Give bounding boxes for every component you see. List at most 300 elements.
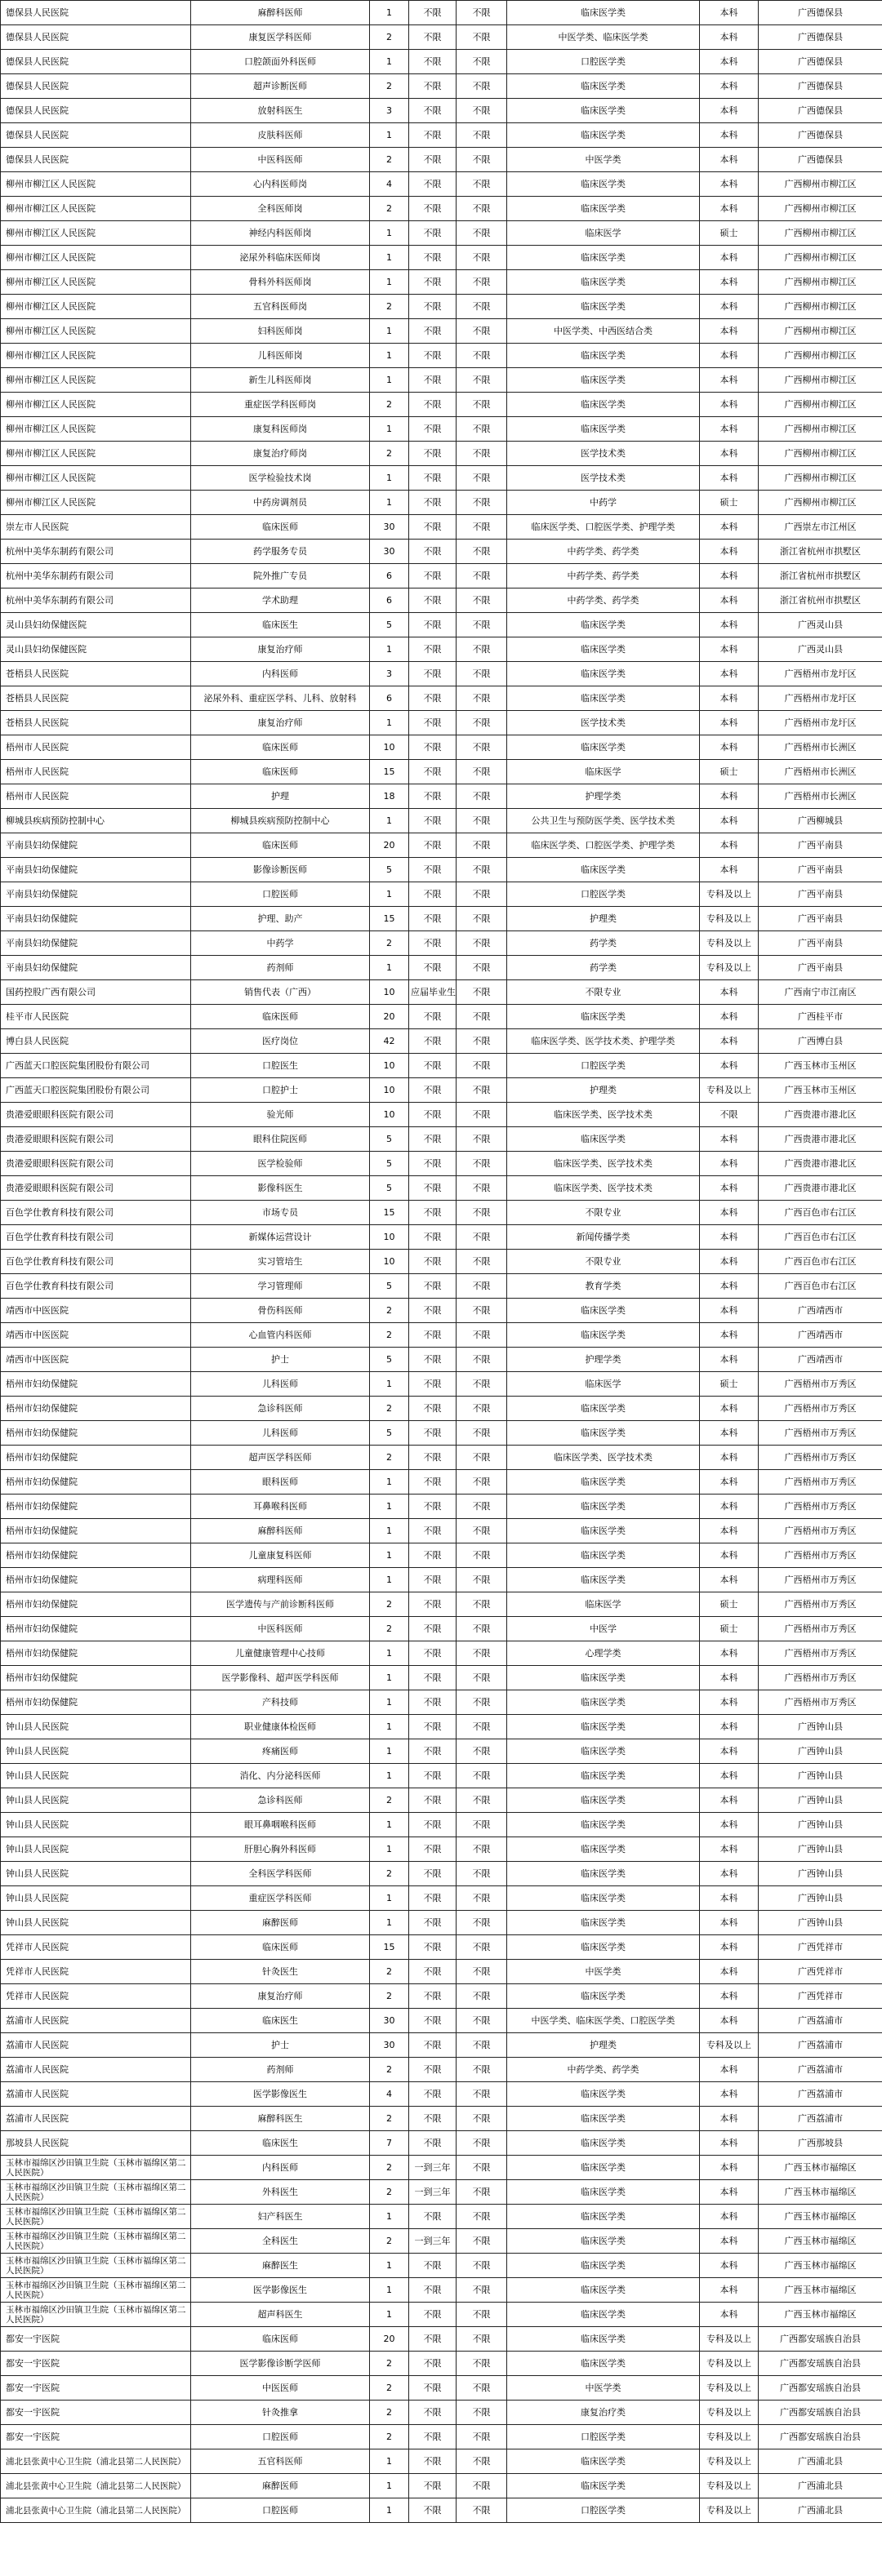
major-cell: 临床医学类 (507, 344, 700, 368)
employer-cell: 荔浦市人民医院 (1, 2009, 191, 2033)
education-cell: 本科 (700, 1176, 759, 1201)
table-row (1, 515, 882, 540)
table-row (1, 956, 882, 980)
employer-cell: 贵港爱眼眼科医院有限公司 (1, 1127, 191, 1152)
position-cell: 皮肤科医师 (191, 123, 370, 148)
table-row (1, 2401, 882, 2425)
education-cell: 专科及以上 (700, 956, 759, 980)
major-cell: 临床医学类 (507, 1, 700, 25)
education-cell: 本科 (700, 1127, 759, 1152)
employer-cell: 梧州市妇幼保健院 (1, 1666, 191, 1690)
headcount-cell: 1 (370, 1690, 409, 1715)
position-cell: 新媒体运营设计 (191, 1225, 370, 1250)
table-row (1, 1837, 882, 1862)
experience-cell: 不限 (409, 711, 457, 735)
age-cell: 不限 (457, 1250, 507, 1274)
headcount-cell: 5 (370, 1127, 409, 1152)
location-cell: 广西柳州市柳江区 (759, 197, 882, 221)
location-cell: 广西崇左市江州区 (759, 515, 882, 540)
position-cell: 五官科医师岗 (191, 295, 370, 319)
education-cell: 本科 (700, 1666, 759, 1690)
position-cell: 中药房调剂员 (191, 491, 370, 515)
headcount-cell: 2 (370, 295, 409, 319)
education-cell: 专科及以上 (700, 931, 759, 956)
position-cell: 口腔护士 (191, 1078, 370, 1103)
location-cell: 广西贵港市港北区 (759, 1103, 882, 1127)
experience-cell: 不限 (409, 393, 457, 417)
age-cell: 不限 (457, 1739, 507, 1764)
headcount-cell: 2 (370, 2156, 409, 2180)
experience-cell: 不限 (409, 1568, 457, 1592)
major-cell: 医学技术类 (507, 466, 700, 491)
major-cell: 中药学类、药学类 (507, 2058, 700, 2082)
experience-cell: 不限 (409, 99, 457, 123)
location-cell: 广西柳城县 (759, 809, 882, 833)
major-cell: 临床医学类 (507, 1397, 700, 1421)
age-cell: 不限 (457, 2449, 507, 2474)
employer-cell: 柳州市柳江区人民医院 (1, 344, 191, 368)
employer-cell: 梧州市妇幼保健院 (1, 1470, 191, 1495)
position-cell: 骨科外科医师岗 (191, 270, 370, 295)
location-cell: 广西贵港市港北区 (759, 1152, 882, 1176)
experience-cell: 不限 (409, 2278, 457, 2303)
position-cell: 超声科医生 (191, 2303, 370, 2327)
headcount-cell: 10 (370, 1225, 409, 1250)
location-cell: 广西灵山县 (759, 637, 882, 662)
education-cell: 本科 (700, 1641, 759, 1666)
position-cell: 针灸推拿 (191, 2401, 370, 2425)
major-cell: 临床医学类 (507, 393, 700, 417)
experience-cell: 不限 (409, 2303, 457, 2327)
table-row (1, 148, 882, 172)
experience-cell: 不限 (409, 295, 457, 319)
position-cell: 全科医师岗 (191, 197, 370, 221)
experience-cell: 不限 (409, 564, 457, 588)
employer-cell: 钟山县人民医院 (1, 1764, 191, 1788)
major-cell: 临床医学类 (507, 1886, 700, 1911)
table-row (1, 613, 882, 637)
location-cell: 广西南宁市江南区 (759, 980, 882, 1005)
location-cell: 广西柳州市柳江区 (759, 270, 882, 295)
position-cell: 泌尿外科、重症医学科、儿科、放射科 (191, 686, 370, 711)
position-cell: 临床医师 (191, 735, 370, 760)
employer-cell: 平南县妇幼保健院 (1, 907, 191, 931)
employer-cell: 德保县人民医院 (1, 99, 191, 123)
headcount-cell: 2 (370, 1592, 409, 1617)
location-cell: 广西桂平市 (759, 1005, 882, 1029)
headcount-cell: 30 (370, 2009, 409, 2033)
location-cell: 广西柳州市柳江区 (759, 393, 882, 417)
location-cell: 浙江省杭州市拱墅区 (759, 540, 882, 564)
position-cell: 产科技师 (191, 1690, 370, 1715)
table-row (1, 1739, 882, 1764)
education-cell: 本科 (700, 540, 759, 564)
table-row (1, 637, 882, 662)
major-cell: 临床医学类 (507, 1813, 700, 1837)
location-cell: 广西梧州市万秀区 (759, 1666, 882, 1690)
position-cell: 护理 (191, 784, 370, 809)
education-cell: 本科 (700, 1837, 759, 1862)
position-cell: 职业健康体检医师 (191, 1715, 370, 1739)
experience-cell: 不限 (409, 956, 457, 980)
headcount-cell: 15 (370, 760, 409, 784)
major-cell: 临床医学 (507, 1372, 700, 1397)
major-cell: 临床医学类 (507, 2278, 700, 2303)
experience-cell: 不限 (409, 1274, 457, 1299)
age-cell: 不限 (457, 2058, 507, 2082)
age-cell: 不限 (457, 1127, 507, 1152)
age-cell: 不限 (457, 1299, 507, 1323)
employer-cell: 柳州市柳江区人民医院 (1, 368, 191, 393)
age-cell: 不限 (457, 2401, 507, 2425)
employer-cell: 浦北县张黄中心卫生院（浦北县第二人民医院） (1, 2474, 191, 2498)
major-cell: 康复治疗类 (507, 2401, 700, 2425)
employer-cell: 都安一宇医院 (1, 2352, 191, 2376)
table-row (1, 393, 882, 417)
experience-cell: 不限 (409, 50, 457, 74)
position-cell: 超声诊断医师 (191, 74, 370, 99)
age-cell: 不限 (457, 2009, 507, 2033)
education-cell: 本科 (700, 1543, 759, 1568)
position-cell: 超声医学科医师 (191, 1446, 370, 1470)
education-cell: 本科 (700, 2229, 759, 2254)
table-row (1, 2327, 882, 2352)
position-cell: 儿科医师 (191, 1372, 370, 1397)
employer-cell: 梧州市妇幼保健院 (1, 1690, 191, 1715)
major-cell: 临床医学类 (507, 1984, 700, 2009)
major-cell: 不限专业 (507, 1250, 700, 1274)
table-row (1, 319, 882, 344)
education-cell: 本科 (700, 1739, 759, 1764)
education-cell: 本科 (700, 1225, 759, 1250)
location-cell: 广西玉林市福绵区 (759, 2229, 882, 2254)
education-cell: 本科 (700, 1495, 759, 1519)
headcount-cell: 3 (370, 662, 409, 686)
location-cell: 广西梧州市万秀区 (759, 1519, 882, 1543)
table-row (1, 25, 882, 50)
position-cell: 外科医生 (191, 2180, 370, 2205)
position-cell: 肝胆心胸外科医师 (191, 1837, 370, 1862)
location-cell: 广西梧州市万秀区 (759, 1495, 882, 1519)
headcount-cell: 2 (370, 148, 409, 172)
employer-cell: 柳州市柳江区人民医院 (1, 417, 191, 442)
age-cell: 不限 (457, 711, 507, 735)
age-cell: 不限 (457, 1054, 507, 1078)
employer-cell: 都安一宇医院 (1, 2401, 191, 2425)
headcount-cell: 1 (370, 368, 409, 393)
age-cell: 不限 (457, 1935, 507, 1960)
headcount-cell: 5 (370, 1152, 409, 1176)
age-cell: 不限 (457, 882, 507, 907)
employer-cell: 钟山县人民医院 (1, 1886, 191, 1911)
employer-cell: 灵山县妇幼保健医院 (1, 613, 191, 637)
employer-cell: 钟山县人民医院 (1, 1837, 191, 1862)
experience-cell: 不限 (409, 1911, 457, 1935)
employer-cell: 平南县妇幼保健院 (1, 858, 191, 882)
education-cell: 本科 (700, 1323, 759, 1348)
headcount-cell: 1 (370, 637, 409, 662)
table-row (1, 662, 882, 686)
experience-cell: 不限 (409, 2107, 457, 2131)
employer-cell: 平南县妇幼保健院 (1, 956, 191, 980)
headcount-cell: 2 (370, 1397, 409, 1421)
employer-cell: 荔浦市人民医院 (1, 2107, 191, 2131)
experience-cell: 不限 (409, 1495, 457, 1519)
major-cell: 临床医学 (507, 221, 700, 246)
experience-cell: 不限 (409, 25, 457, 50)
education-cell: 本科 (700, 2082, 759, 2107)
location-cell: 广西玉林市福绵区 (759, 2303, 882, 2327)
employer-cell: 苍梧县人民医院 (1, 686, 191, 711)
employer-cell: 柳州市柳江区人民医院 (1, 221, 191, 246)
age-cell: 不限 (457, 2156, 507, 2180)
major-cell: 临床医学类 (507, 2254, 700, 2278)
position-cell: 骨伤科医师 (191, 1299, 370, 1323)
education-cell: 本科 (700, 1397, 759, 1421)
major-cell: 临床医学类 (507, 1519, 700, 1543)
table-row (1, 1274, 882, 1299)
headcount-cell: 5 (370, 1274, 409, 1299)
headcount-cell: 1 (370, 1813, 409, 1837)
headcount-cell: 1 (370, 1470, 409, 1495)
age-cell: 不限 (457, 25, 507, 50)
employer-cell: 德保县人民医院 (1, 25, 191, 50)
age-cell: 不限 (457, 442, 507, 466)
experience-cell: 不限 (409, 515, 457, 540)
age-cell: 不限 (457, 319, 507, 344)
age-cell: 不限 (457, 907, 507, 931)
age-cell: 不限 (457, 540, 507, 564)
education-cell: 本科 (700, 833, 759, 858)
experience-cell: 不限 (409, 2205, 457, 2229)
headcount-cell: 2 (370, 1862, 409, 1886)
education-cell: 本科 (700, 2303, 759, 2327)
location-cell: 广西浦北县 (759, 2449, 882, 2474)
position-cell: 病理科医师 (191, 1568, 370, 1592)
table-row (1, 295, 882, 319)
position-cell: 康复治疗师岗 (191, 442, 370, 466)
employer-cell: 荔浦市人民医院 (1, 2033, 191, 2058)
experience-cell: 不限 (409, 1813, 457, 1837)
age-cell: 不限 (457, 1, 507, 25)
experience-cell: 不限 (409, 686, 457, 711)
major-cell: 临床医学类 (507, 2474, 700, 2498)
location-cell: 广西德保县 (759, 74, 882, 99)
location-cell: 广西梧州市万秀区 (759, 1617, 882, 1641)
employer-cell: 浦北县张黄中心卫生院（浦北县第二人民医院） (1, 2498, 191, 2523)
position-cell: 药学服务专员 (191, 540, 370, 564)
table-row (1, 2278, 882, 2303)
position-cell: 医学检验技术岗 (191, 466, 370, 491)
employer-cell: 柳州市柳江区人民医院 (1, 246, 191, 270)
headcount-cell: 2 (370, 2229, 409, 2254)
major-cell: 临床医学类 (507, 1911, 700, 1935)
location-cell: 广西钟山县 (759, 1837, 882, 1862)
experience-cell: 不限 (409, 74, 457, 99)
employer-cell: 百色学仕教育科技有限公司 (1, 1225, 191, 1250)
experience-cell: 不限 (409, 2425, 457, 2449)
experience-cell: 一到三年 (409, 2156, 457, 2180)
position-cell: 护士 (191, 2033, 370, 2058)
age-cell: 不限 (457, 1225, 507, 1250)
age-cell: 不限 (457, 956, 507, 980)
education-cell: 本科 (700, 123, 759, 148)
table-row (1, 1127, 882, 1152)
employer-cell: 百色学仕教育科技有限公司 (1, 1250, 191, 1274)
headcount-cell: 1 (370, 417, 409, 442)
education-cell: 专科及以上 (700, 2327, 759, 2352)
location-cell: 广西平南县 (759, 907, 882, 931)
age-cell: 不限 (457, 2425, 507, 2449)
experience-cell: 不限 (409, 1103, 457, 1127)
age-cell: 不限 (457, 368, 507, 393)
age-cell: 不限 (457, 491, 507, 515)
education-cell: 专科及以上 (700, 2376, 759, 2401)
major-cell: 临床医学类 (507, 858, 700, 882)
employer-cell: 玉林市福绵区沙田镇卫生院（玉林市福绵区第二人民医院） (1, 2156, 191, 2180)
table-row (1, 2352, 882, 2376)
education-cell: 本科 (700, 1348, 759, 1372)
major-cell: 临床医学类 (507, 1935, 700, 1960)
location-cell: 广西钟山县 (759, 1715, 882, 1739)
major-cell: 医学技术类 (507, 442, 700, 466)
major-cell: 临床医学类、医学技术类 (507, 1152, 700, 1176)
experience-cell: 不限 (409, 833, 457, 858)
education-cell: 本科 (700, 515, 759, 540)
employer-cell: 梧州市人民医院 (1, 784, 191, 809)
headcount-cell: 10 (370, 1078, 409, 1103)
employer-cell: 都安一宇医院 (1, 2425, 191, 2449)
position-cell: 全科医生 (191, 2229, 370, 2254)
headcount-cell: 15 (370, 1201, 409, 1225)
age-cell: 不限 (457, 1813, 507, 1837)
experience-cell: 不限 (409, 1, 457, 25)
headcount-cell: 1 (370, 2498, 409, 2523)
major-cell: 心理学类 (507, 1641, 700, 1666)
table-row (1, 1788, 882, 1813)
table-row (1, 1568, 882, 1592)
position-cell: 康复医学科医师 (191, 25, 370, 50)
location-cell: 广西玉林市玉州区 (759, 1078, 882, 1103)
headcount-cell: 2 (370, 74, 409, 99)
education-cell: 本科 (700, 1568, 759, 1592)
position-cell: 麻醉医师 (191, 2474, 370, 2498)
experience-cell: 一到三年 (409, 2180, 457, 2205)
major-cell: 不限专业 (507, 980, 700, 1005)
employer-cell: 梧州市妇幼保健院 (1, 1372, 191, 1397)
location-cell: 广西荔浦市 (759, 2058, 882, 2082)
location-cell: 广西博白县 (759, 1029, 882, 1054)
employer-cell: 柳州市柳江区人民医院 (1, 172, 191, 197)
location-cell: 广西钟山县 (759, 1764, 882, 1788)
major-cell: 临床医学类 (507, 2082, 700, 2107)
position-cell: 医学检验师 (191, 1152, 370, 1176)
employer-cell: 崇左市人民医院 (1, 515, 191, 540)
age-cell: 不限 (457, 1764, 507, 1788)
experience-cell: 不限 (409, 2449, 457, 2474)
major-cell: 护理类 (507, 2033, 700, 2058)
education-cell: 本科 (700, 1813, 759, 1837)
headcount-cell: 1 (370, 1641, 409, 1666)
major-cell: 临床医学类 (507, 1005, 700, 1029)
education-cell: 本科 (700, 319, 759, 344)
employer-cell: 梧州市妇幼保健院 (1, 1592, 191, 1617)
major-cell: 护理类 (507, 907, 700, 931)
position-cell: 临床医师 (191, 2327, 370, 2352)
experience-cell: 不限 (409, 172, 457, 197)
table-row (1, 344, 882, 368)
table-row (1, 1201, 882, 1225)
position-cell: 影像科医生 (191, 1176, 370, 1201)
education-cell: 本科 (700, 1201, 759, 1225)
employer-cell: 凭祥市人民医院 (1, 1984, 191, 2009)
employer-cell: 梧州市妇幼保健院 (1, 1397, 191, 1421)
experience-cell: 不限 (409, 270, 457, 295)
experience-cell: 不限 (409, 784, 457, 809)
table-row (1, 1984, 882, 2009)
position-cell: 影像诊断医师 (191, 858, 370, 882)
age-cell: 不限 (457, 295, 507, 319)
experience-cell: 不限 (409, 1788, 457, 1813)
headcount-cell: 2 (370, 1323, 409, 1348)
major-cell: 临床医学类 (507, 2352, 700, 2376)
major-cell: 口腔医学类 (507, 2425, 700, 2449)
headcount-cell: 6 (370, 686, 409, 711)
table-row (1, 1029, 882, 1054)
location-cell: 广西都安瑶族自治县 (759, 2425, 882, 2449)
major-cell: 护理学类 (507, 784, 700, 809)
location-cell: 广西百色市右江区 (759, 1250, 882, 1274)
age-cell: 不限 (457, 1568, 507, 1592)
headcount-cell: 3 (370, 99, 409, 123)
age-cell: 不限 (457, 2376, 507, 2401)
headcount-cell: 1 (370, 2474, 409, 2498)
position-cell: 五官科医师 (191, 2449, 370, 2474)
table-row (1, 1886, 882, 1911)
education-cell: 本科 (700, 99, 759, 123)
age-cell: 不限 (457, 809, 507, 833)
education-cell: 本科 (700, 25, 759, 50)
location-cell: 广西靖西市 (759, 1299, 882, 1323)
table-row (1, 1078, 882, 1103)
table-row (1, 2009, 882, 2033)
employer-cell: 梧州市人民医院 (1, 735, 191, 760)
position-cell: 麻醉科医师 (191, 1, 370, 25)
location-cell: 广西荔浦市 (759, 2009, 882, 2033)
education-cell: 本科 (700, 637, 759, 662)
position-cell: 神经内科医师岗 (191, 221, 370, 246)
major-cell: 中医学类、中西医结合类 (507, 319, 700, 344)
table-row (1, 2107, 882, 2131)
age-cell: 不限 (457, 1911, 507, 1935)
table-row (1, 2156, 882, 2180)
education-cell: 本科 (700, 564, 759, 588)
location-cell: 广西百色市右江区 (759, 1201, 882, 1225)
experience-cell: 不限 (409, 1543, 457, 1568)
age-cell: 不限 (457, 417, 507, 442)
age-cell: 不限 (457, 1152, 507, 1176)
experience-cell: 不限 (409, 2352, 457, 2376)
experience-cell: 不限 (409, 1519, 457, 1543)
table-row (1, 442, 882, 466)
age-cell: 不限 (457, 980, 507, 1005)
education-cell: 本科 (700, 1005, 759, 1029)
experience-cell: 不限 (409, 1984, 457, 2009)
location-cell: 广西柳州市柳江区 (759, 442, 882, 466)
experience-cell: 不限 (409, 858, 457, 882)
employer-cell: 苍梧县人民医院 (1, 711, 191, 735)
age-cell: 不限 (457, 344, 507, 368)
